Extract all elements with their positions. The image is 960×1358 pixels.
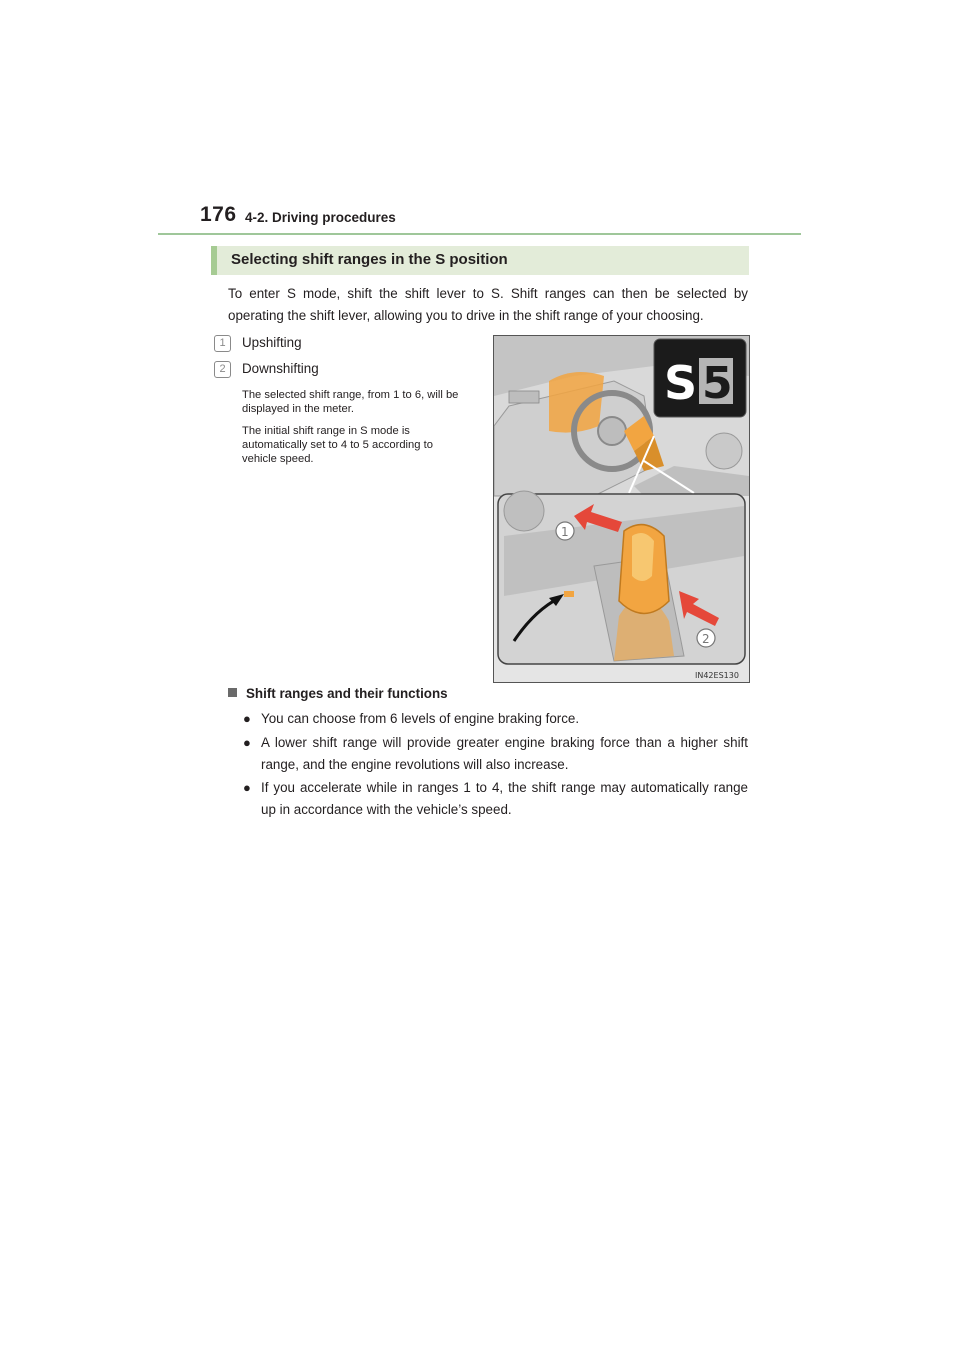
- step-number-badge: 2: [214, 361, 231, 378]
- step-label: Downshifting: [242, 361, 319, 376]
- callout-2: 2: [702, 632, 710, 646]
- bullet-text: A lower shift range will provide greater engine braking force than a higher shift range, and the engine revolutions will also increase.: [261, 735, 748, 772]
- bullet-dot-icon: ●: [243, 735, 251, 750]
- step-number-badge: 1: [214, 335, 231, 352]
- bullet-text: You can choose from 6 levels of engine braking force.: [261, 711, 580, 726]
- bullet-dot-icon: ●: [243, 780, 251, 795]
- display-digit: 5: [702, 358, 733, 409]
- callout-1: 1: [561, 525, 569, 539]
- display-letter: S: [664, 356, 698, 410]
- intro-paragraph: To enter S mode, shift the shift lever to S. Shift ranges can then be selected by operating the shift lever, allowing you to drive in the shift range of your choosing.: [228, 286, 748, 323]
- note-display-range: The selected shift range, from 1 to 6, will be displayed in the meter.: [242, 389, 459, 415]
- bullet-item: [243, 732, 748, 776]
- functions-heading: [228, 686, 448, 701]
- header-rule: [158, 233, 801, 235]
- shift-lever-illustration: [493, 335, 750, 683]
- illustration-svg: [494, 336, 749, 682]
- bullet-dot-icon: ●: [243, 711, 251, 726]
- functions-heading-text: Shift ranges and their functions: [246, 686, 448, 701]
- section-heading-bar: [211, 246, 749, 275]
- figure-code: IN42ES130: [695, 671, 739, 680]
- page-number: 176: [200, 203, 237, 226]
- step-label: Upshifting: [242, 335, 302, 350]
- note-initial-range: The initial shift range in S mode is automatically set to 4 to 5 according to vehicle speed.: [242, 425, 433, 465]
- square-bullet-icon: [228, 688, 237, 697]
- section-title: Selecting shift ranges in the S position: [231, 251, 508, 268]
- chapter-title: 4-2. Driving procedures: [245, 210, 396, 225]
- bullet-item: [243, 777, 748, 821]
- bullet-item: [243, 708, 748, 730]
- bullet-text: If you accelerate while in ranges 1 to 4, the shift range may automatically range up in accordance with the vehicle’s speed.: [261, 780, 748, 817]
